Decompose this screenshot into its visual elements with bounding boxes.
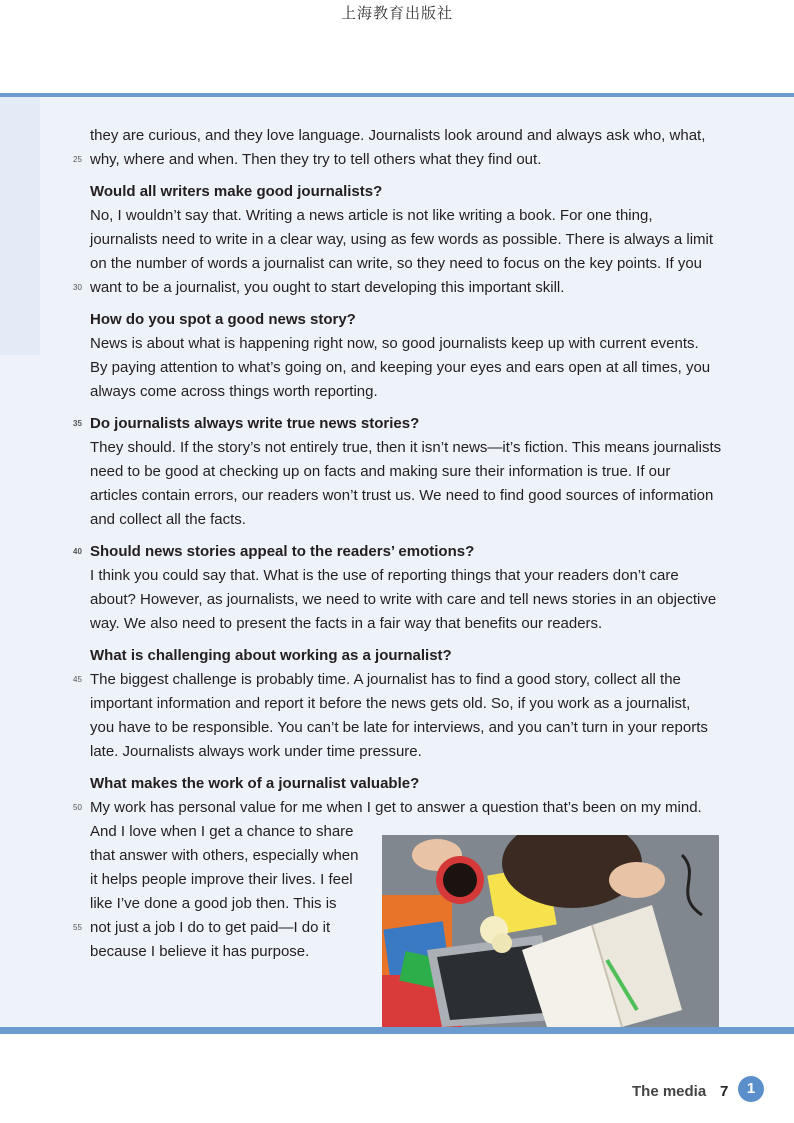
line-text: on the number of words a journalist can write, so they need to focus on the key points. If you xyxy=(90,255,703,272)
line-text: What makes the work of a journalist valuable? xyxy=(90,775,420,792)
line-text: they are curious, and they love language. Journalists look around and always ask who, what, xyxy=(90,127,706,144)
line-number: 40 xyxy=(73,547,82,556)
line-number: 55 xyxy=(73,923,82,932)
line-text: need to be good at checking up on facts and making sure their information is true. If our xyxy=(90,463,671,480)
text-line xyxy=(90,228,730,252)
line-text: way. We also need to present the facts in a fair way that benefits our readers. xyxy=(90,615,603,632)
text-line xyxy=(90,356,730,380)
text-line xyxy=(73,668,730,692)
line-text: it helps people improve their lives. I feel xyxy=(90,871,353,888)
question-line xyxy=(73,412,730,436)
line-text: Do journalists always write true news stories? xyxy=(90,415,420,432)
text-line xyxy=(73,796,730,820)
line-text: that answer with others, especially when xyxy=(90,847,359,864)
line-text: want to be a journalist, you ought to start developing this important skill. xyxy=(90,279,565,296)
line-text: What is challenging about working as a journalist? xyxy=(90,647,452,664)
line-text: you have to be responsible. You can’t be late for interviews, and you can’t turn in your reports xyxy=(90,719,708,736)
line-text: why, where and when. Then they try to tell others what they find out. xyxy=(90,151,542,168)
line-text: not just a job I do to get paid—I do it xyxy=(90,919,331,936)
journalist-illustration xyxy=(382,835,719,1027)
line-text: By paying attention to what’s going on, and keeping your eyes and ears open at all times, you xyxy=(90,359,711,376)
page-number: 7 xyxy=(720,1083,729,1100)
text-line xyxy=(90,692,730,716)
question-line xyxy=(90,772,730,796)
text-line xyxy=(90,740,730,764)
text-line xyxy=(90,484,730,508)
unit-badge: 1 xyxy=(738,1076,764,1102)
line-text: And I love when I get a chance to share xyxy=(90,823,354,840)
line-number: 25 xyxy=(73,155,82,164)
line-number: 45 xyxy=(73,675,82,684)
line-text: always come across things worth reporting. xyxy=(90,383,378,400)
question-line xyxy=(90,308,730,332)
text-line xyxy=(90,588,730,612)
line-number: 30 xyxy=(73,283,82,292)
text-line xyxy=(90,612,730,636)
text-line xyxy=(90,252,730,276)
line-text: How do you spot a good news story? xyxy=(90,311,356,328)
text-line xyxy=(90,204,730,228)
line-text: about? However, as journalists, we need to write with care and tell news stories in an objective xyxy=(90,591,717,608)
line-text: important information and report it before the news gets old. So, if you work as a journalist, xyxy=(90,695,691,712)
text-line xyxy=(73,276,730,300)
question-line xyxy=(90,644,730,668)
line-text: articles contain errors, our readers won’t trust us. We need to find good sources of information xyxy=(90,487,714,504)
line-text: I think you could say that. What is the use of reporting things that your readers don’t care xyxy=(90,567,679,584)
text-line xyxy=(90,380,730,404)
line-text: News is about what is happening right now, so good journalists keep up with current events. xyxy=(90,335,699,352)
text-line xyxy=(90,508,730,532)
text-line xyxy=(90,124,730,148)
text-line xyxy=(90,564,730,588)
question-line xyxy=(90,180,730,204)
footer-section-title: The media xyxy=(632,1083,707,1100)
text-line xyxy=(90,716,730,740)
line-text: and collect all the facts. xyxy=(90,511,246,528)
text-line xyxy=(90,460,730,484)
line-text: Would all writers make good journalists? xyxy=(90,183,383,200)
panel-tab xyxy=(0,97,40,355)
question-line xyxy=(73,540,730,564)
publisher-header: 上海教育出版社 xyxy=(340,4,453,22)
text-line xyxy=(73,148,730,172)
text-line xyxy=(90,332,730,356)
line-text: Should news stories appeal to the readers’ emotions? xyxy=(90,543,475,560)
line-text: because I believe it has purpose. xyxy=(90,943,310,960)
line-text: late. Journalists always work under time pressure. xyxy=(90,743,422,760)
line-text: journalists need to write in a clear way, using as few words as possible. There is always a limit xyxy=(90,231,714,248)
journalist-photo xyxy=(382,835,719,1027)
line-text: My work has personal value for me when I get to answer a question that’s been on my mind. xyxy=(90,799,702,816)
line-text: They should. If the story’s not entirely true, then it isn’t news—it’s fiction. This means journalists xyxy=(90,439,722,456)
bottom-rule xyxy=(0,1027,794,1034)
line-text: The biggest challenge is probably time. A journalist has to find a good story, collect all the xyxy=(90,671,681,688)
line-number: 35 xyxy=(73,419,82,428)
line-text: like I’ve done a good job then. This is xyxy=(90,895,337,912)
text-line xyxy=(90,436,730,460)
line-text: No, I wouldn’t say that. Writing a news article is not like writing a book. For one thing, xyxy=(90,207,653,224)
line-number: 50 xyxy=(73,803,82,812)
